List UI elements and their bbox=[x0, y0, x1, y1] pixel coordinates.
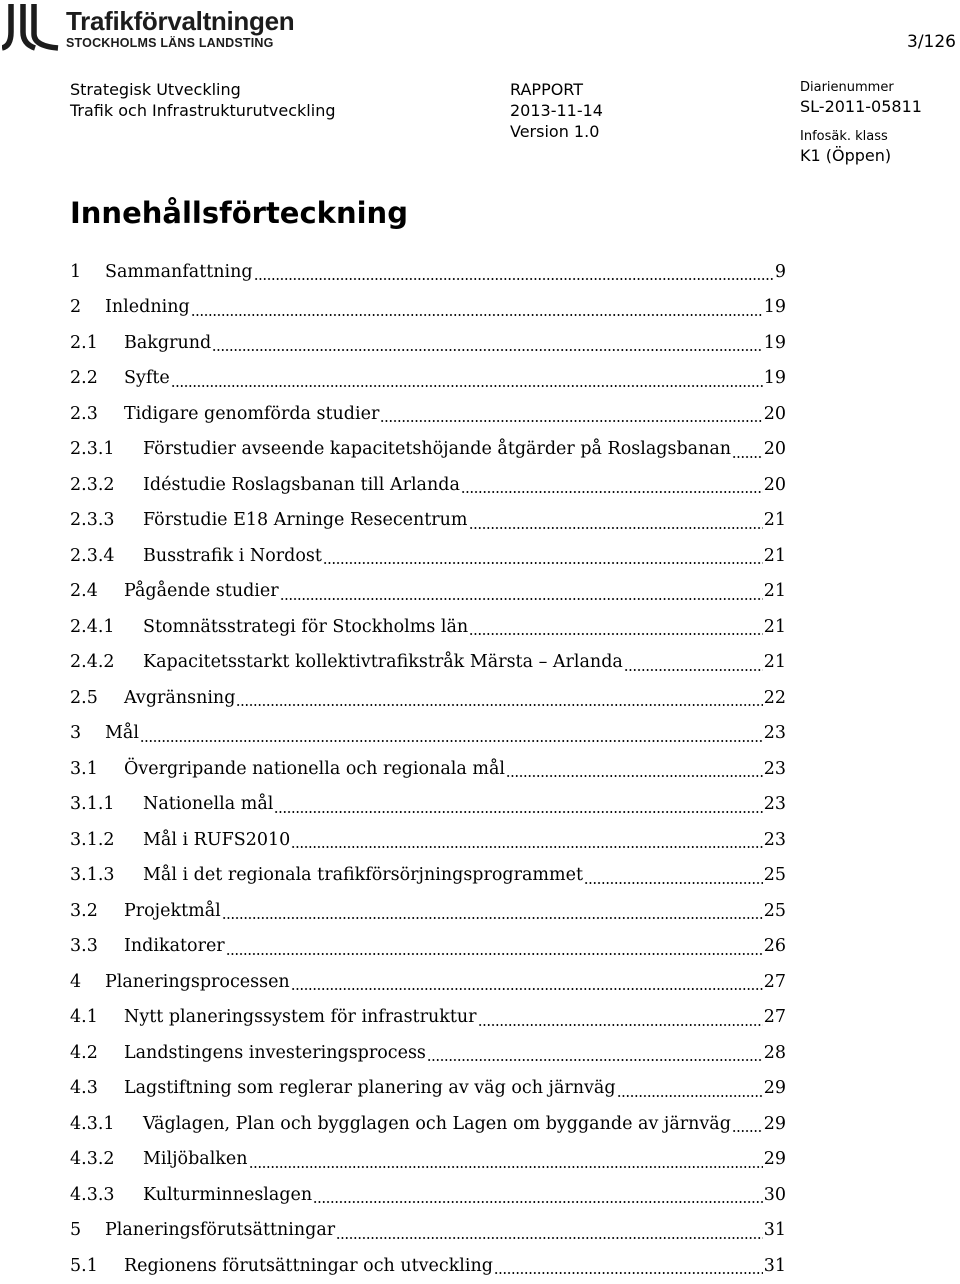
toc-entry[interactable] bbox=[70, 1000, 786, 1036]
toc-entry-page: 23 bbox=[763, 794, 786, 815]
toc-entry-page: 21 bbox=[763, 510, 786, 531]
toc-entry-number: 3 bbox=[70, 723, 82, 744]
header-class-value: K1 (Öppen) bbox=[800, 146, 892, 165]
header-unit: Trafik och Infrastrukturutveckling bbox=[70, 101, 336, 120]
toc-entry-page: 21 bbox=[763, 581, 786, 602]
toc-entry-number: 3.1.3 bbox=[70, 865, 115, 886]
toc-entry-number: 2.3.1 bbox=[70, 439, 115, 460]
toc-entry-label: Mål i det regionala trafikförsörjningsprogrammet bbox=[143, 865, 583, 886]
header-diary-number: SL-2011-05811 bbox=[800, 97, 922, 116]
toc-entry-label: Lagstiftning som reglerar planering av väg och järnväg bbox=[124, 1078, 616, 1099]
toc-entry-number: 4.3 bbox=[70, 1078, 98, 1099]
toc-entry[interactable] bbox=[70, 325, 786, 361]
toc-dot-leader bbox=[191, 290, 763, 326]
toc-entry-number: 2.3.4 bbox=[70, 545, 115, 566]
toc-entry-number: 5 bbox=[70, 1220, 82, 1241]
toc-entry-label: Mål i RUFS2010 bbox=[143, 829, 291, 850]
toc-entry-number: 2.3 bbox=[70, 403, 98, 424]
toc-entry-page: 25 bbox=[763, 900, 786, 921]
header-diary-label: Diarienummer bbox=[800, 80, 894, 95]
toc-entry-label: Övergripande nationella och regionala mål bbox=[124, 758, 505, 779]
toc-entry[interactable] bbox=[70, 751, 786, 787]
toc-entry-page: 20 bbox=[763, 439, 786, 460]
toc-entry-page: 21 bbox=[763, 652, 786, 673]
toc-entry-number: 2.4 bbox=[70, 581, 98, 602]
toc-entry-page: 25 bbox=[763, 865, 786, 886]
toc-dot-leader bbox=[584, 858, 763, 894]
toc-entry-number: 3.3 bbox=[70, 936, 98, 957]
toc-entry-number: 3.2 bbox=[70, 900, 98, 921]
toc-dot-leader bbox=[494, 1248, 763, 1284]
toc-entry-page: 23 bbox=[763, 829, 786, 850]
toc-entry-number: 2.5 bbox=[70, 687, 98, 708]
toc-entry[interactable] bbox=[70, 1071, 786, 1107]
toc-list bbox=[70, 254, 786, 1284]
toc-entry-page: 27 bbox=[763, 1007, 786, 1028]
toc-dot-leader bbox=[323, 538, 763, 574]
toc-entry-label: Kapacitetsstarkt kollektivtrafikstråk Märsta – Arlanda bbox=[143, 652, 623, 673]
toc-dot-leader bbox=[469, 609, 763, 645]
toc-entry[interactable] bbox=[70, 538, 786, 574]
toc-entry[interactable] bbox=[70, 361, 786, 397]
toc-entry-label: Kulturminneslagen bbox=[143, 1184, 313, 1205]
toc-dot-leader bbox=[291, 964, 763, 1000]
toc-entry[interactable] bbox=[70, 893, 786, 929]
toc-entry-page: 19 bbox=[763, 297, 786, 318]
toc-dot-leader bbox=[469, 503, 763, 539]
toc-entry[interactable] bbox=[70, 680, 786, 716]
toc-dot-leader bbox=[380, 396, 762, 432]
toc-entry-label: Stomnätsstrategi för Stockholms län bbox=[143, 616, 469, 637]
toc-dot-leader bbox=[732, 432, 763, 468]
toc-entry-number: 2.3.2 bbox=[70, 474, 115, 495]
toc-entry-label: Regionens förutsättningar och utveckling bbox=[124, 1255, 493, 1276]
toc-entry[interactable] bbox=[70, 1106, 786, 1142]
header-diary-block bbox=[800, 79, 922, 166]
toc-entry-page: 27 bbox=[763, 971, 786, 992]
toc-dot-leader bbox=[506, 751, 763, 787]
toc-entry-label: Nytt planeringssystem för infrastruktur bbox=[124, 1007, 477, 1028]
toc-entry-page: 22 bbox=[763, 687, 786, 708]
toc-entry-number: 2.4.2 bbox=[70, 652, 115, 673]
toc-dot-leader bbox=[249, 1142, 763, 1178]
toc-entry-number: 1 bbox=[70, 261, 82, 282]
toc-dot-leader bbox=[624, 645, 763, 681]
toc-entry-label: Mål bbox=[105, 723, 139, 744]
toc-entry[interactable] bbox=[70, 254, 786, 290]
header-department-block bbox=[70, 79, 335, 121]
toc-dot-leader bbox=[254, 254, 774, 290]
toc-dot-leader bbox=[291, 822, 762, 858]
toc-entry-number: 2 bbox=[70, 297, 82, 318]
header-version: Version 1.0 bbox=[510, 122, 600, 141]
toc-entry[interactable] bbox=[70, 1035, 786, 1071]
toc-entry-label: Väglagen, Plan och bygglagen och Lagen om byggande av järnväg bbox=[143, 1113, 731, 1134]
toc-entry[interactable] bbox=[70, 609, 786, 645]
toc-entry-page: 19 bbox=[763, 332, 786, 353]
toc-entry[interactable] bbox=[70, 1248, 786, 1284]
toc-dot-leader bbox=[222, 893, 763, 929]
toc-dot-leader bbox=[732, 1106, 763, 1142]
toc-entry-label: Pågående studier bbox=[124, 581, 279, 602]
toc-entry-label: Busstrafik i Nordost bbox=[143, 545, 322, 566]
toc-entry-number: 4.3.3 bbox=[70, 1184, 115, 1205]
toc-entry-label: Avgränsning bbox=[124, 687, 236, 708]
toc-entry[interactable] bbox=[70, 574, 786, 610]
toc-entry-label: Inledning bbox=[105, 297, 190, 318]
toc-entry-page: 20 bbox=[763, 474, 786, 495]
toc-entry-number: 3.1.2 bbox=[70, 829, 115, 850]
toc-entry-label: Indikatorer bbox=[124, 936, 225, 957]
toc-entry[interactable] bbox=[70, 787, 786, 823]
toc-entry-page: 21 bbox=[763, 616, 786, 637]
toc-entry-number: 4.2 bbox=[70, 1042, 98, 1063]
trafikforvaltningen-logo-icon bbox=[2, 2, 60, 52]
toc-dot-leader bbox=[236, 680, 762, 716]
toc-dot-leader bbox=[226, 929, 763, 965]
toc-entry-number: 2.4.1 bbox=[70, 616, 115, 637]
toc-dot-leader bbox=[617, 1071, 763, 1107]
header-date: 2013-11-14 bbox=[510, 101, 603, 120]
toc-dot-leader bbox=[313, 1177, 763, 1213]
toc-entry-label: Miljöbalken bbox=[143, 1149, 248, 1170]
toc-entry-number: 4.1 bbox=[70, 1007, 98, 1028]
toc-entry-number: 2.1 bbox=[70, 332, 98, 353]
toc-entry-page: 20 bbox=[763, 403, 786, 424]
toc-dot-leader bbox=[171, 361, 763, 397]
toc-dot-leader bbox=[427, 1035, 763, 1071]
header-report-block bbox=[510, 79, 603, 142]
toc-entry[interactable] bbox=[70, 929, 786, 965]
toc-entry-label: Syfte bbox=[124, 368, 170, 389]
toc-entry-label: Idéstudie Roslagsbanan till Arlanda bbox=[143, 474, 460, 495]
toc-entry-number: 4 bbox=[70, 971, 82, 992]
toc-entry-page: 23 bbox=[763, 758, 786, 779]
toc-entry-label: Planeringsförutsättningar bbox=[105, 1220, 336, 1241]
toc-entry-page: 19 bbox=[763, 368, 786, 389]
toc-entry-label: Förstudie E18 Arninge Resecentrum bbox=[143, 510, 468, 531]
toc-entry-page: 9 bbox=[774, 261, 786, 282]
toc-entry[interactable] bbox=[70, 396, 786, 432]
toc-entry[interactable] bbox=[70, 503, 786, 539]
toc-entry[interactable] bbox=[70, 432, 786, 468]
toc-title: Innehållsförteckning bbox=[70, 196, 408, 230]
toc-dot-leader bbox=[336, 1213, 763, 1249]
toc-dot-leader bbox=[478, 1000, 763, 1036]
toc-entry-number: 4.3.2 bbox=[70, 1149, 115, 1170]
toc-dot-leader bbox=[212, 325, 763, 361]
brand-subtitle: STOCKHOLMS LÄNS LANDSTING bbox=[66, 36, 274, 50]
toc-entry-label: Planeringsprocessen bbox=[105, 971, 290, 992]
toc-entry[interactable] bbox=[70, 822, 786, 858]
toc-dot-leader bbox=[140, 716, 763, 752]
toc-entry-label: Bakgrund bbox=[124, 332, 212, 353]
toc-entry-page: 29 bbox=[763, 1078, 786, 1099]
toc-entry-page: 31 bbox=[763, 1220, 786, 1241]
toc-entry-number: 4.3.1 bbox=[70, 1113, 115, 1134]
toc-entry-label: Sammanfattning bbox=[105, 261, 253, 282]
toc-entry-label: Landstingens investeringsprocess bbox=[124, 1042, 426, 1063]
toc-entry[interactable] bbox=[70, 1177, 786, 1213]
toc-entry-page: 31 bbox=[763, 1255, 786, 1276]
toc-entry-number: 2.3.3 bbox=[70, 510, 115, 531]
toc-entry[interactable] bbox=[70, 290, 786, 326]
toc-entry[interactable] bbox=[70, 467, 786, 503]
toc-dot-leader bbox=[461, 467, 763, 503]
toc-entry[interactable] bbox=[70, 1213, 786, 1249]
toc-dot-leader bbox=[274, 787, 762, 823]
brand-name: Trafikförvaltningen bbox=[66, 6, 295, 36]
toc-entry-label: Förstudier avseende kapacitetshöjande åtgärder på Roslagsbanan bbox=[143, 439, 732, 460]
toc-entry-page: 29 bbox=[763, 1149, 786, 1170]
toc-entry-page: 28 bbox=[763, 1042, 786, 1063]
toc-entry-page: 30 bbox=[763, 1184, 786, 1205]
toc-entry[interactable] bbox=[70, 716, 786, 752]
toc-entry[interactable] bbox=[70, 858, 786, 894]
header-doc-type: RAPPORT bbox=[510, 80, 584, 99]
toc-entry-number: 3.1 bbox=[70, 758, 98, 779]
toc-entry-number: 3.1.1 bbox=[70, 794, 115, 815]
header-department: Strategisk Utveckling bbox=[70, 80, 241, 99]
toc-entry-number: 5.1 bbox=[70, 1255, 98, 1276]
page-number: 3/126 bbox=[907, 32, 956, 52]
toc-entry-label: Projektmål bbox=[124, 900, 221, 921]
toc-dot-leader bbox=[280, 574, 763, 610]
toc-entry[interactable] bbox=[70, 1142, 786, 1178]
toc-entry-page: 21 bbox=[763, 545, 786, 566]
toc-entry-label: Tidigare genomförda studier bbox=[124, 403, 380, 424]
brand-logo bbox=[0, 0, 320, 56]
toc-entry-page: 29 bbox=[763, 1113, 786, 1134]
toc-entry[interactable] bbox=[70, 964, 786, 1000]
toc-entry[interactable] bbox=[70, 645, 786, 681]
toc-entry-number: 2.2 bbox=[70, 368, 98, 389]
toc-entry-label: Nationella mål bbox=[143, 794, 274, 815]
toc-entry-page: 26 bbox=[763, 936, 786, 957]
toc-entry-page: 23 bbox=[763, 723, 786, 744]
header-class-label: Infosäk. klass bbox=[800, 129, 888, 144]
